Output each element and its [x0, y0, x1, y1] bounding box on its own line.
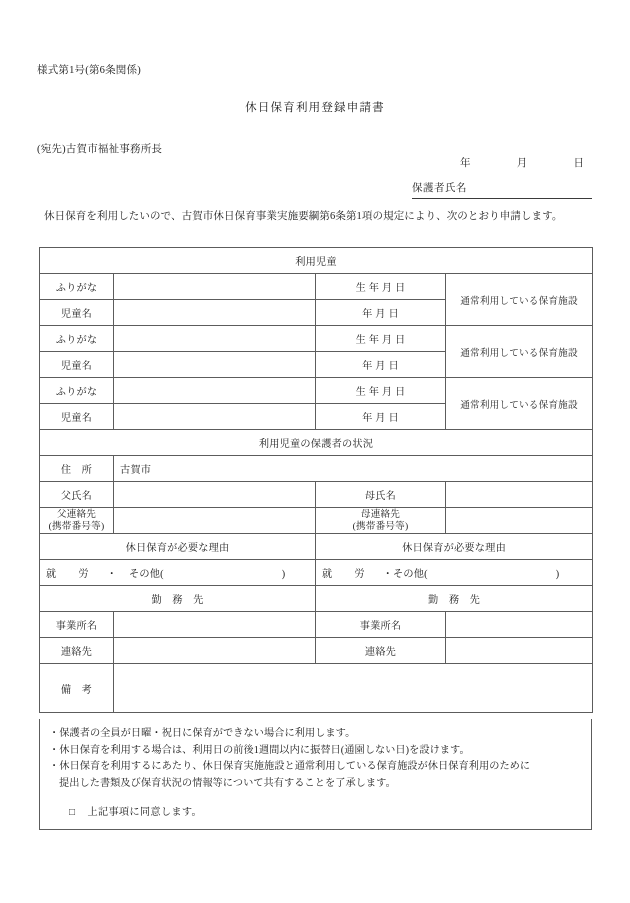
- mother-contact-input[interactable]: [446, 508, 593, 534]
- dob-header-1: 生 年 月 日: [316, 274, 446, 300]
- guardian-section-heading: 利用児童の保護者の状況: [40, 430, 593, 456]
- mother-reason-other[interactable]: その他(: [392, 569, 428, 580]
- form-number: 様式第1号(第6条関係): [37, 65, 141, 76]
- note-item-3: ・休日保育を利用するにあたり、休日保育実施施設と通常利用している保育施設が休日保育利用のために: [49, 761, 531, 773]
- child-name-label: 児童名: [40, 300, 114, 326]
- father-tel-input[interactable]: [114, 638, 316, 664]
- address-label: 住 所: [40, 456, 114, 482]
- office-name-row: [40, 612, 593, 638]
- dob-header-2: 生 年 月 日: [316, 326, 446, 352]
- mother-reason-options[interactable]: [316, 560, 593, 586]
- mother-reason-other-close: ): [555, 569, 560, 580]
- children-section-header-row: [40, 248, 593, 274]
- date-year-label: 年: [460, 158, 471, 169]
- father-contact-label-line2: (携帯番号等): [48, 520, 105, 532]
- mother-tel-input[interactable]: [446, 638, 593, 664]
- child-name-input-2[interactable]: [114, 352, 316, 378]
- furigana-input-2[interactable]: [114, 326, 316, 352]
- father-reason-work[interactable]: 就 労: [46, 569, 95, 580]
- dob-input-3[interactable]: 年 月 日: [316, 404, 446, 430]
- father-office-input[interactable]: [114, 612, 316, 638]
- mother-contact-label-line1: 母連絡先: [360, 509, 401, 521]
- page-title: 休日保育利用登録申請書: [245, 102, 385, 114]
- note-item-2: ・休日保育を利用する場合は、利用日の前後1週間以内に振替日(通園しない日)を設けます。: [49, 744, 470, 756]
- remarks-row: [40, 664, 593, 713]
- consent-row[interactable]: [49, 805, 581, 822]
- furigana-label: ふりがな: [40, 326, 114, 352]
- mother-tel-label: 連絡先: [316, 638, 446, 664]
- date-line: [400, 155, 592, 170]
- consent-checkbox[interactable]: □: [69, 807, 76, 819]
- facility-label-2: 通常利用している保育施設: [446, 326, 593, 378]
- table-row: [40, 378, 593, 404]
- parent-name-row: [40, 482, 593, 508]
- father-name-input[interactable]: [114, 482, 316, 508]
- intro-paragraph: 休日保育を利用したいので、古賀市休日保育事業実施要綱第6条第1項の規定により、次のとおり申請します。: [44, 211, 563, 222]
- mother-name-label: 母氏名: [316, 482, 446, 508]
- mother-office-input[interactable]: [446, 612, 593, 638]
- guardian-section-header-row: [40, 430, 593, 456]
- child-name-label: 児童名: [40, 352, 114, 378]
- note-item-1: ・保護者の全員が日曜・祝日に保育ができない場合に利用します。: [49, 728, 356, 739]
- father-reason-other-close: ): [281, 569, 286, 580]
- consent-label: 上記事項に同意します。: [87, 807, 203, 819]
- notes-box: [39, 719, 592, 830]
- father-contact-label: [40, 508, 114, 534]
- reason-heading-row: [40, 534, 593, 560]
- father-contact-input[interactable]: [114, 508, 316, 534]
- furigana-label: ふりがな: [40, 274, 114, 300]
- father-reason-heading: 休日保育が必要な理由: [40, 534, 316, 560]
- child-name-label: 児童名: [40, 404, 114, 430]
- parent-contact-row: [40, 508, 593, 534]
- children-section-heading: 利用児童: [40, 248, 593, 274]
- application-table: [39, 247, 593, 713]
- dob-header-3: 生 年 月 日: [316, 378, 446, 404]
- remarks-label: 備 考: [40, 664, 114, 713]
- table-row: [40, 274, 593, 300]
- office-tel-row: [40, 638, 593, 664]
- table-row: [40, 326, 593, 352]
- mother-reason-separator: ・: [382, 569, 393, 580]
- guardian-name-field[interactable]: 保護者氏名: [412, 180, 592, 199]
- furigana-input-3[interactable]: [114, 378, 316, 404]
- facility-label-3: 通常利用している保育施設: [446, 378, 593, 430]
- child-name-input-3[interactable]: [114, 404, 316, 430]
- father-office-label: 事業所名: [40, 612, 114, 638]
- mother-name-input[interactable]: [446, 482, 593, 508]
- date-day-label: 日: [573, 158, 584, 169]
- remarks-input[interactable]: [114, 664, 593, 713]
- mother-contact-label-line2: (携帯番号等): [352, 520, 409, 532]
- mother-workplace-heading: 勤 務 先: [316, 586, 593, 612]
- mother-contact-label: [316, 508, 446, 534]
- father-name-label: 父氏名: [40, 482, 114, 508]
- date-month-label: 月: [516, 158, 528, 169]
- father-tel-label: 連絡先: [40, 638, 114, 664]
- mother-office-label: 事業所名: [316, 612, 446, 638]
- addressee-line: (宛先)古賀市福祉事務所長: [37, 144, 163, 155]
- child-name-input-1[interactable]: [114, 300, 316, 326]
- reason-options-row: [40, 560, 593, 586]
- furigana-input-1[interactable]: [114, 274, 316, 300]
- note-item-3-continuation: 提出した書類及び保育状況の情報等について共有することを了承します。: [59, 777, 396, 789]
- address-row: [40, 456, 593, 482]
- dob-input-1[interactable]: 年 月 日: [316, 300, 446, 326]
- father-reason-other[interactable]: その他(: [128, 569, 164, 580]
- furigana-label: ふりがな: [40, 378, 114, 404]
- father-reason-separator: ・: [106, 569, 117, 580]
- dob-input-2[interactable]: 年 月 日: [316, 352, 446, 378]
- father-workplace-heading: 勤 務 先: [40, 586, 316, 612]
- father-contact-label-line1: 父連絡先: [56, 509, 97, 521]
- workplace-heading-row: [40, 586, 593, 612]
- mother-reason-heading: 休日保育が必要な理由: [316, 534, 593, 560]
- mother-reason-work[interactable]: 就 労: [322, 569, 371, 580]
- father-reason-options[interactable]: [40, 560, 316, 586]
- address-input[interactable]: 古賀市: [114, 456, 593, 482]
- facility-label-1: 通常利用している保育施設: [446, 274, 593, 326]
